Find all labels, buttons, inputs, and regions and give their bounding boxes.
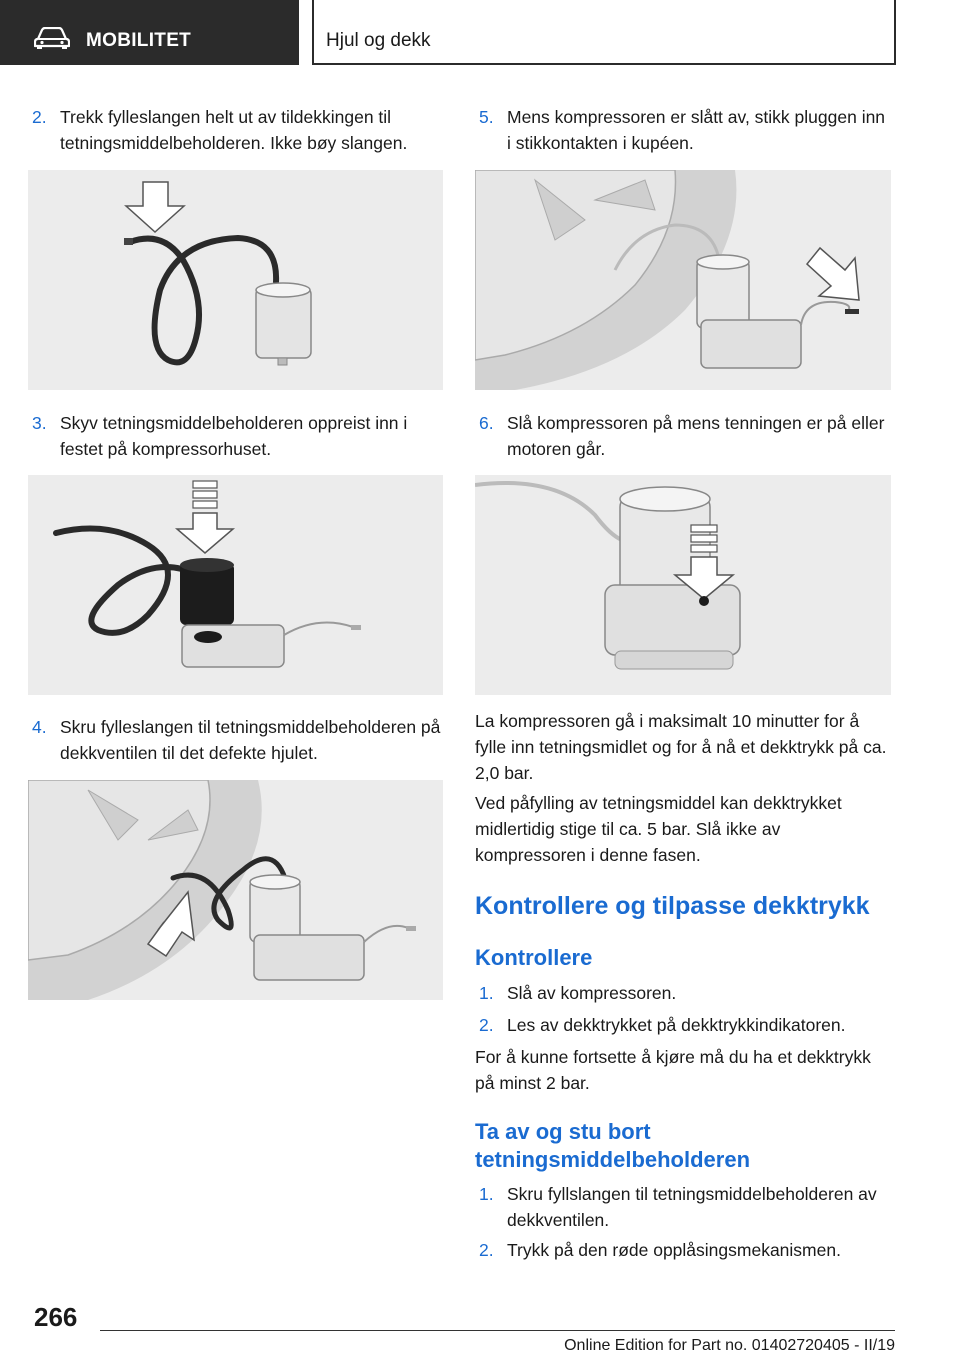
paragraph-pressure-rise: Ved påfylling av tetningsmiddel kan dekktrykket midlertidig stige til ca. 5 bar. Slå ikke av kompressoren i denne fasen. — [475, 793, 842, 865]
figure-plug-in — [475, 170, 891, 390]
page-number: 266 — [34, 1302, 78, 1332]
heading-check: Kontrollere — [475, 945, 593, 970]
step-text: Skru fylleslangen til tetningsmiddelbeholderen på dekkventilen til det defekte hjulet. — [60, 717, 441, 763]
footer-divider — [100, 1330, 895, 1331]
header-section-tab — [0, 0, 299, 65]
step-text: Les av dekktrykket på dekktrykkindikatoren. — [507, 1015, 846, 1035]
step-number: 1. — [479, 1184, 494, 1204]
list-item — [28, 104, 443, 156]
list-item — [28, 714, 443, 766]
list-item — [475, 1237, 891, 1263]
figure-hose-extended — [28, 170, 443, 390]
step-number: 3. — [32, 413, 47, 433]
step-text: Trykk på den røde opplåsingsmekanismen. — [507, 1240, 841, 1260]
step-text: Mens kompressoren er slått av, stikk pluggen inn i stikkontakten i kupéen. — [507, 107, 886, 153]
step-number: 1. — [479, 983, 494, 1003]
step-number: 4. — [32, 717, 47, 737]
figure-hose-to-valve — [28, 780, 443, 1000]
step-text: Trekk fylleslangen helt ut av tildekkingen til tetningsmiddelbeholderen. Ikke bøy slangen. — [60, 107, 408, 153]
step-number: 5. — [479, 107, 494, 127]
step-number: 2. — [479, 1240, 494, 1260]
step-number: 6. — [479, 413, 494, 433]
list-item — [475, 1012, 891, 1038]
figure-switch-on — [475, 475, 891, 695]
list-item — [475, 104, 891, 156]
list-item — [475, 1181, 891, 1233]
car-icon — [34, 27, 70, 49]
header-chapter-box — [312, 0, 896, 65]
step-text: Slå kompressoren på mens tenningen er på eller motoren går. — [507, 413, 885, 459]
step-number: 2. — [479, 1015, 494, 1035]
list-item — [475, 410, 891, 462]
figure-container-insert — [28, 475, 443, 695]
list-item — [475, 980, 891, 1006]
heading-remove-container: Ta av og stu bort tetningsmiddelbeholderen — [475, 1119, 751, 1172]
step-text: Skyv tetningsmiddelbeholderen oppreist inn i festet på kompressorhuset. — [60, 413, 408, 459]
step-number: 2. — [32, 107, 47, 127]
list-item — [28, 410, 443, 462]
paragraph-min-pressure: For å kunne fortsette å kjøre må du ha et dekktrykk på minst 2 bar. — [475, 1047, 871, 1093]
paragraph-run-time: La kompressoren gå i maksimalt 10 minutter for å fylle inn tetningsmidlet og for å nå et dekktrykk på ca. 2,0 bar. — [475, 711, 887, 783]
heading-check-pressure: Kontrollere og tilpasse dekktrykk — [475, 892, 870, 920]
footer-edition: Online Edition for Part no. 01402720405 - II/19 — [564, 1337, 895, 1354]
chapter-title: Hjul og dekk — [326, 30, 431, 51]
section-title: MOBILITET — [86, 30, 192, 51]
step-text: Slå av kompressoren. — [507, 983, 677, 1003]
step-text: Skru fyllslangen til tetningsmiddelbeholderen av dekkventilen. — [507, 1184, 877, 1230]
